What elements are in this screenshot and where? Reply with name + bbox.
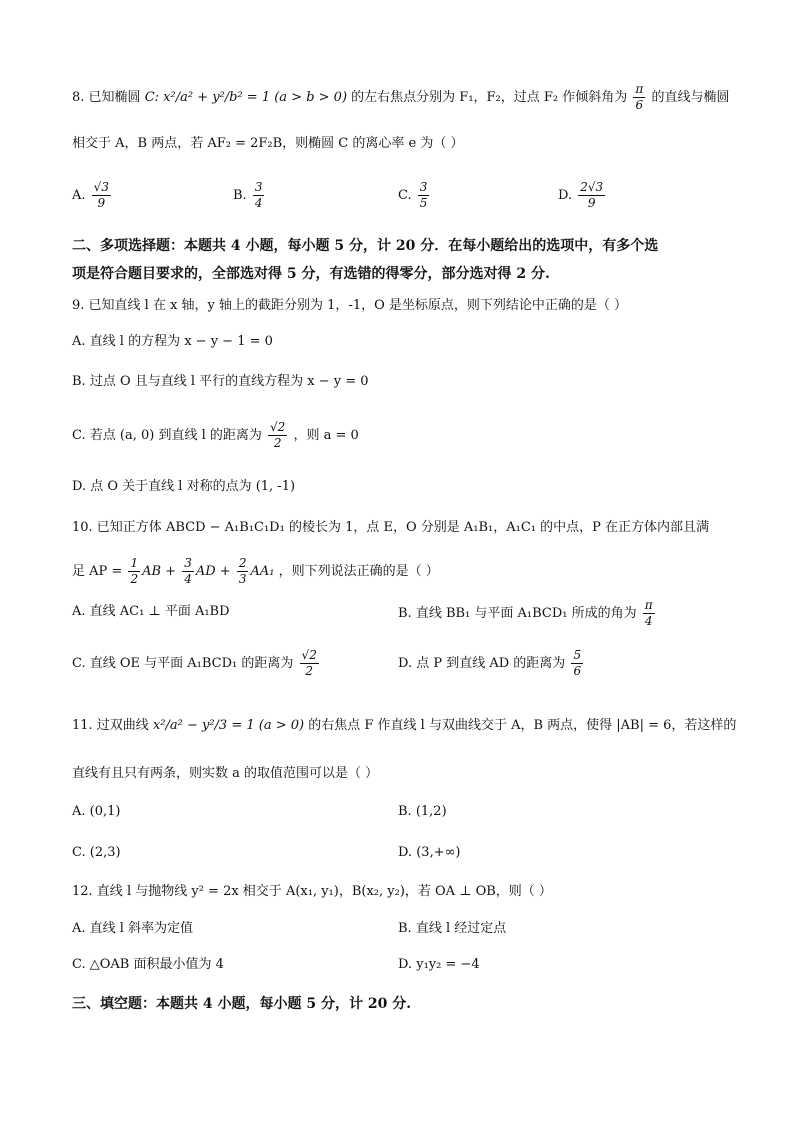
q11-option-b[interactable]: B. (1,2) bbox=[398, 804, 447, 819]
q10-stem-line1: 10. 已知正方体 ABCD − A₁B₁C₁D₁ 的棱长为 1，点 E，O 分别是 A₁B₁，A₁C₁ 的中点，P 在正方体内部且满 bbox=[72, 520, 710, 535]
q10-option-a[interactable]: A. 直线 AC₁ ⊥ 平面 A₁BD bbox=[72, 604, 230, 619]
q11-option-c[interactable]: C. (2,3) bbox=[72, 845, 121, 860]
q12-stem: 12. 直线 l 与抛物线 y² = 2x 相交于 A(x₁, y₁)，B(x₂, y₂)，若 OA ⊥ OB，则（ ） bbox=[72, 884, 552, 899]
q9-option-c[interactable]: C. 若点 (a, 0) 到直线 l 的距离为 $\frac{√2}{2}$ ，则 a = 0 bbox=[72, 420, 359, 450]
q11-option-d[interactable]: D. (3,+∞) bbox=[398, 845, 461, 860]
q9-option-d[interactable]: D. 点 O 关于直线 l 对称的点为 (1, -1) bbox=[72, 479, 296, 494]
q10-option-c[interactable]: C. 直线 OE 与平面 A₁BCD₁ 的距离为 $\frac{√2}{2}$ bbox=[72, 648, 317, 678]
q11-stem-line1: 11. 过双曲线 x²/a² − y²/3 = 1 (a > 0) 的右焦点 F 作直线 l 与双曲线交于 A，B 两点，使得 |AB| = 6，若这样的 bbox=[72, 718, 737, 733]
q8-angle-frac: $\frac{\pi}{6}$ bbox=[635, 82, 644, 112]
section2-heading-line1: 二、多项选择题：本题共 4 小题，每小题 5 分，计 20 分．在每小题给出的选项中，有多个选 bbox=[72, 238, 659, 254]
q12-option-c[interactable]: C. △OAB 面积最小值为 4 bbox=[72, 957, 224, 972]
q10-stem-line2: 足 AP = $\frac{1}{2}$ AB + $\frac{3}{4}$ AD + $\frac{2}{3}$ AA₁ ，则下列说法正确的是（ ） bbox=[72, 556, 439, 586]
q8-option-b[interactable]: B. $\frac{3}{4}$ bbox=[233, 180, 263, 210]
q12-option-b[interactable]: B. 直线 l 经过定点 bbox=[398, 921, 507, 936]
q8-option-c[interactable]: C. $\frac{3}{5}$ bbox=[398, 180, 428, 210]
q11-option-a[interactable]: A. (0,1) bbox=[72, 804, 121, 819]
q12-option-d[interactable]: D. y₁y₂ = −4 bbox=[398, 957, 480, 972]
q8-stem-line1 bbox=[72, 82, 729, 113]
q10-option-b[interactable]: B. 直线 BB₁ 与平面 A₁BCD₁ 所成的角为 $\frac{\pi}{4}$ bbox=[398, 598, 653, 628]
q8-option-d[interactable]: D. $\frac{2√3}{9}$ bbox=[558, 180, 604, 210]
q8-stem-line2: 相交于 A，B 两点，若 AF₂ = 2F₂B，则椭圆 C 的离心率 e 为（ ） bbox=[72, 136, 464, 151]
q8-option-a[interactable]: A. $\frac{√3}{9}$ bbox=[72, 180, 109, 210]
q9-stem: 9. 已知直线 l 在 x 轴，y 轴上的截距分别为 1，-1，O 是坐标原点，则下列结论中正确的是（ ） bbox=[72, 298, 628, 313]
q8-stem-c: 的直线与椭圆 bbox=[651, 90, 730, 105]
q8-stem-b: 的左右焦点分别为 F₁，F₂，过点 F₂ 作倾斜角为 bbox=[351, 90, 628, 105]
q9-option-b[interactable]: B. 过点 O 且与直线 l 平行的直线方程为 x − y = 0 bbox=[72, 374, 369, 389]
q11-hyperbola-eq: x²/a² − y²/3 = 1 (a > 0) bbox=[152, 718, 305, 733]
q12-option-a[interactable]: A. 直线 l 斜率为定值 bbox=[72, 921, 194, 936]
q8-ellipse-eq: C: x²/a² + y²/b² = 1 (a > b > 0) bbox=[144, 90, 348, 105]
section2-heading-line2: 项是符合题目要求的，全部选对得 5 分，有选错的得零分，部分选对得 2 分. bbox=[72, 266, 550, 282]
q10-option-d[interactable]: D. 点 P 到直线 AD 的距离为 $\frac{5}{6}$ bbox=[398, 648, 582, 678]
section3-heading: 三、填空题：本题共 4 小题，每小题 5 分，计 20 分. bbox=[72, 996, 412, 1012]
q8-stem-a: 8. 已知椭圆 bbox=[72, 90, 141, 105]
q11-stem-line2: 直线有且只有两条，则实数 a 的取值范围可以是（ ） bbox=[72, 766, 379, 781]
q9-option-a[interactable]: A. 直线 l 的方程为 x − y − 1 = 0 bbox=[72, 334, 273, 349]
